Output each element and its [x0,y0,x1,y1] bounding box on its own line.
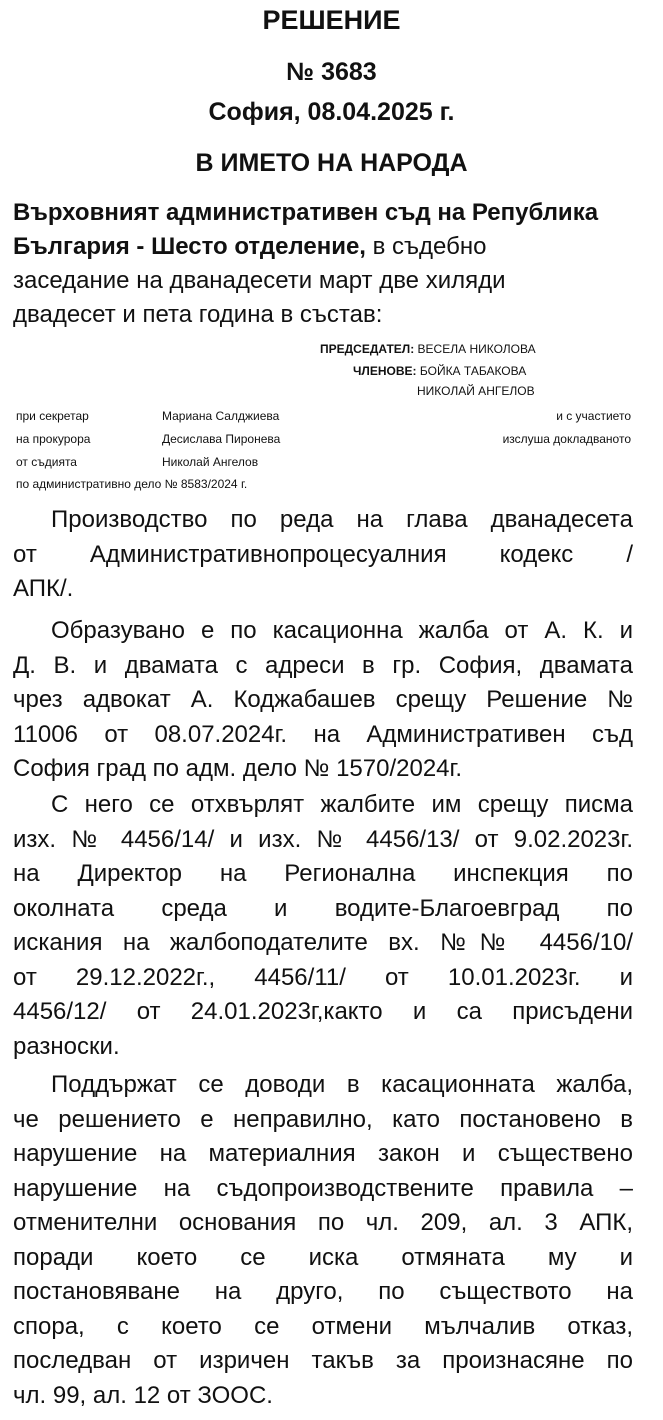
paragraph-line: последван от изричен такъв за произнасяне по [13,1347,633,1374]
paragraph-line: поради което се иска отмяната му и [13,1243,633,1271]
chair-line [320,341,536,357]
secretary-label: при секретар [16,409,89,423]
members-label: ЧЛЕНОВЕ: [353,364,417,378]
paragraph-line: околната среда и водите-Благоевград по [13,894,633,922]
paragraph-line: Д. В. и двамата с адреси в гр. София, двамата [13,651,633,679]
secretary-name: Мариана Салджиева [162,409,280,423]
paragraph-line: изх. № 4456/14/ и изх. № 4456/13/ от 9.02.2023г. [13,825,633,853]
paragraph-line: нарушение на материалния закон и съществено [13,1140,633,1167]
paragraph-1 [13,503,633,607]
court-intro-line-4: двадесет и пета година в състав: [13,301,383,328]
prosecutor-label: на прокурора [16,432,91,446]
paragraph-line: София град по адм. дело № 1570/2024г. [13,755,463,782]
case-reference: по административно дело № 8583/2024 г. [16,477,248,491]
paragraph-line: чрез адвокат А. Коджабашев срещу Решение № [13,686,633,713]
paragraph-line: чл. 99, ал. 12 от ЗООС. [13,1381,273,1409]
members-line [353,363,526,379]
paragraph-line: спора, с което се отмени мълчалив отказ, [13,1312,633,1340]
paragraph-line: нарушение на съдопроизводствените правила – [13,1174,633,1202]
paragraph-line: постановяване на друго, по съществото на [13,1278,633,1305]
paragraph-3 [13,788,633,1064]
court-name-bold-1: Върховният административен съд на Република [13,199,599,226]
paragraph-line: на Директор на Регионална инспекция по [13,860,633,887]
paragraph-line: Поддържат се доводи в касационната жалба, [51,1071,633,1098]
prosecutor-tail: изслуша докладваното [502,432,631,446]
judge-label: от съдията [16,455,77,469]
court-name-bold-2: България - Шесто отделение, [13,233,366,260]
prosecutor-name: Десислава Пиронева [162,432,281,446]
paragraph-line: Образувано е по касационна жалба от А. К. и [51,617,633,644]
secretary-tail: и с участието [556,409,631,423]
paragraph-line: разноски. [13,1032,120,1060]
paragraph-line: отменителни основания по чл. 209, ал. 3 АПК, [13,1209,633,1236]
court-intro-text-2: в съдебно [365,233,487,260]
paragraph-line: от Административнопроцесуалния кодекс / [13,540,633,568]
court-intro-line-3: заседание на дванадесети март две хиляди [13,267,506,294]
court-intro-line-1 [13,196,623,230]
decision-number: № 3683 [286,58,377,86]
paragraph-line: искания на жалбоподателите вх. №№ 4456/10/ [13,929,633,956]
court-intro [13,196,623,332]
member-name-1: БОЙКА ТАБАКОВА [416,364,527,378]
judge-name: Николай Ангелов [162,455,259,469]
chair-label: ПРЕДСЕДАТЕЛ: [320,342,415,356]
paragraph-line: Производство по реда на глава дванадесета [51,506,633,533]
decision-title: РЕШЕНИЕ [262,5,401,35]
court-intro-line-2 [13,230,623,264]
paragraph-line: АПК/. [13,575,74,602]
paragraph-line: 4456/12/ от 24.01.2023г,както и са присъдени [13,998,633,1025]
decision-place-date: София, 08.04.2025 г. [208,98,455,126]
in-the-name-of-people: В ИМЕТО НА НАРОДА [195,149,468,177]
paragraph-2 [13,614,633,787]
member-name-2: НИКОЛАЙ АНГЕЛОВ [417,384,535,398]
paragraph-line: че решението е неправилно, като постановено в [13,1105,633,1133]
paragraph-4 [13,1068,633,1413]
paragraph-line: 11006 от 08.07.2024г. на Административен съд [13,720,633,748]
paragraph-line: от 29.12.2022г., 4456/11/ от 10.01.2023г. и [13,963,633,991]
paragraph-line: С него се отхвърлят жалбите им срещу писма [51,791,633,818]
chair-name: ВЕСЕЛА НИКОЛОВА [414,342,536,356]
